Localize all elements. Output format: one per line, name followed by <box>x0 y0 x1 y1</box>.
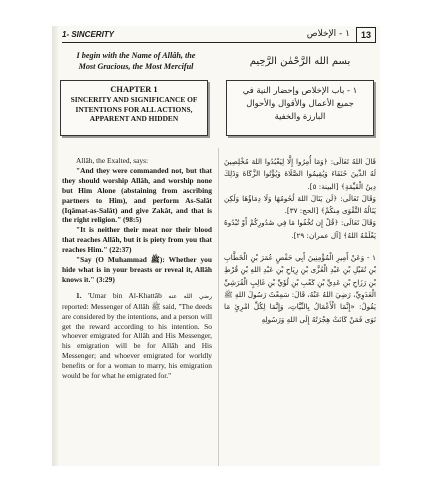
arabic-column <box>224 156 376 326</box>
arabic-chapter-box <box>226 80 374 136</box>
hadith-1 <box>62 291 212 381</box>
hadith-1-number: 1. <box>76 290 82 300</box>
arabic-verse-2: وَقَالَ تَعَالَى: ﴿لَن يَنَالَ اللهَ لُحُومُهَا وَلَا دِمَاؤُهَا وَلَكِن يَنَالُهُ التَّقْوَى مِنكُمْ﴾ [الحج: ٣٧]. <box>224 193 376 216</box>
intro-invocation <box>60 50 212 72</box>
running-header-arabic: ١ - الإخلاص <box>306 29 350 39</box>
verse-3-ref: (3:29) <box>96 274 115 284</box>
running-header-english: 1- SINCERITY <box>62 30 115 39</box>
hadith-1-text: reported: Messenger of Allâh ﷺ said, "The deeds are considered by the intentions, and a person will get the reward according to his intention. So whoever emigrated for Allâh and His Messenger, his emigration will be for Allâh and His Messenger; and whoever emigrated for worldly benefits or for a woman to marry, his emigration would be for what he emigrated for." <box>62 301 212 381</box>
header-rule <box>62 42 376 43</box>
chapter-title-line-1: SINCERITY AND SIGNIFICANCE OF <box>70 95 198 104</box>
page-number: 13 <box>356 27 376 43</box>
quran-verse-3 <box>62 255 212 285</box>
arabic-chapter-line-2: جميع الأعمال والأقوال والأحوال <box>246 98 354 108</box>
chapter-label: CHAPTER 1 <box>110 85 158 94</box>
column-divider <box>218 148 219 466</box>
arabic-hadith-1: ١ - وَعَنْ أَمِيرِ الْمُؤْمِنِينَ أَبِي حَفْصٍ عُمَرَ بْنِ الْخَطَّابِ بْنِ نُفَيْلِ بْنِ عَبْدِ الْعُزَّى بْنِ رِيَاحِ بْنِ عَبْدِ اللهِ بْنِ قُرْطِ بْنِ رَزَاحِ بْنِ عَدِيِّ بْنِ كَعْبِ بْنِ لُؤَيِّ بْنِ غَالِبٍ الْقُرَشِيِّ الْعَدَوِيِّ، رَضِيَ اللهُ عَنْهُ، قَالَ: سَمِعْتُ رَسُولَ اللهِ ﷺ يَقُولُ: «إِنَّمَا الْأَعْمَالُ بِالنِّيَّاتِ، وَإِنَّمَا لِكُلِّ امْرِئٍ مَا نَوَى فَمَنْ كَانَتْ هِجْرَتُهُ إِلَى اللهِ وَرَسُولِهِ <box>224 253 376 324</box>
arabic-verse-1: قَالَ اللهُ تَعَالَى: ﴿وَمَا أُمِرُوا إِلَّا لِيَعْبُدُوا اللهَ مُخْلِصِينَ لَهُ الدِّينَ حُنَفَاءَ وَيُقِيمُوا الصَّلَاةَ وَيُؤْتُوا الزَّكَاةَ وَذَلِكَ دِينُ الْقَيِّمَةِ﴾ [البينة: ٥]. <box>224 157 376 191</box>
hadith-1-narrator: 'Umar bin Al-Khattâb <box>88 290 162 300</box>
verse-1-text: "And they were commanded not, but that they should worship Allâh, and worship none but Him Alone (abstaining from ascribing partners to Him), and perform As-Salât (Iqâmat-as-Salât) and give Zakât, and that is the right religion." <box>62 165 212 225</box>
chapter-title-line-2: INTENTIONS FOR ALL ACTIONS, <box>75 104 193 114</box>
verse-3-text: "Say (O Muhammad ﷺ): Whether you hide what is in your breasts or reveal it, Allâh knows it." <box>62 255 212 284</box>
hadith-1-honorific: رضي الله عنه <box>168 292 212 300</box>
quran-verse-1 <box>62 166 212 225</box>
intro-line-2: Most Gracious, the Most Merciful <box>78 62 194 71</box>
verse-2-text: "It is neither their meat nor their blood that reaches Allâh, but it is piety from you that reaches Him." <box>62 225 212 255</box>
arabic-chapter-line-1: ١ - باب الإخلاص وإحضار النية في <box>242 85 358 95</box>
intro-line-1: I begin with the Name of Allâh, the <box>76 51 196 60</box>
english-column <box>62 156 212 381</box>
verse-2-ref: (22:37) <box>109 245 132 255</box>
chapter-title-line-3: APPARENT AND HIDDEN <box>89 114 179 124</box>
basmala: بسم الله الرَّحْمٰن الرَّحِيم <box>249 56 351 67</box>
book-page <box>58 26 380 466</box>
quran-verse-2 <box>62 225 212 255</box>
arabic-chapter-line-3: البارزة والخفية <box>274 111 326 121</box>
arabic-verse-3: وَقَالَ تَعَالَى: ﴿قُلْ إِن تُخْفُوا مَا فِي صُدُورِكُمْ أَوْ تُبْدُوهُ يَعْلَمْهُ اللهُ﴾ [آل عمران: ٢٩]. <box>224 218 376 240</box>
left-margin <box>0 0 58 480</box>
verse-1-ref: (98:5) <box>123 215 142 225</box>
english-intro: Allâh, the Exalted, says: <box>76 156 149 165</box>
chapter-heading-box <box>60 80 208 136</box>
